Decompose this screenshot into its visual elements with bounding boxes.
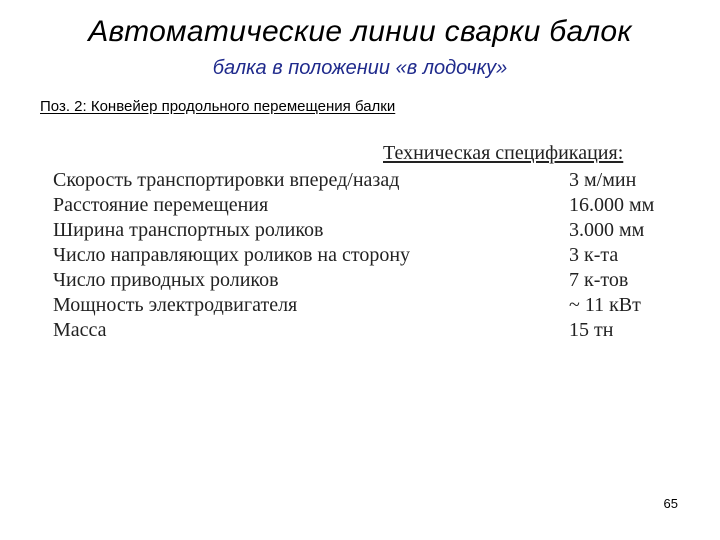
spec-value: 16.000 мм bbox=[569, 194, 655, 216]
position-caption: Поз. 2: Конвейер продольного перемещения балки bbox=[40, 98, 396, 115]
spec-row-mass bbox=[53, 318, 683, 343]
spec-row-motor-power bbox=[53, 293, 683, 318]
spec-value: 7 к-тов bbox=[569, 269, 629, 291]
spec-row-speed bbox=[53, 168, 683, 193]
slide-subtitle: балка в положении «в лодочку» bbox=[212, 57, 508, 79]
spec-name: Ширина транспортных роликов bbox=[53, 219, 324, 241]
spec-row-distance bbox=[53, 193, 683, 218]
spec-value: 3.000 мм bbox=[569, 219, 645, 241]
spec-name: Расстояние перемещения bbox=[53, 194, 269, 216]
spec-table bbox=[53, 168, 683, 343]
slide-title: Автоматические линии сварки балок bbox=[88, 15, 632, 48]
spec-name: Масса bbox=[53, 319, 107, 341]
spec-name: Скорость транспортировки вперед/назад bbox=[53, 169, 400, 191]
spec-row-roller-width bbox=[53, 218, 683, 243]
spec-value: 3 к-та bbox=[569, 244, 619, 266]
spec-name: Мощность электродвигателя bbox=[53, 294, 298, 316]
spec-name: Число направляющих роликов на сторону bbox=[53, 244, 411, 266]
spec-value: 15 тн bbox=[569, 319, 614, 341]
page-number: 65 bbox=[663, 496, 678, 511]
spec-value: ~ 11 кВт bbox=[569, 294, 641, 316]
spec-row-drive-rollers bbox=[53, 268, 683, 293]
spec-header: Техническая спецификация: bbox=[383, 142, 624, 164]
spec-value: 3 м/мин bbox=[569, 169, 637, 191]
spec-row-guide-rollers bbox=[53, 243, 683, 268]
spec-name: Число приводных роликов bbox=[53, 269, 279, 291]
